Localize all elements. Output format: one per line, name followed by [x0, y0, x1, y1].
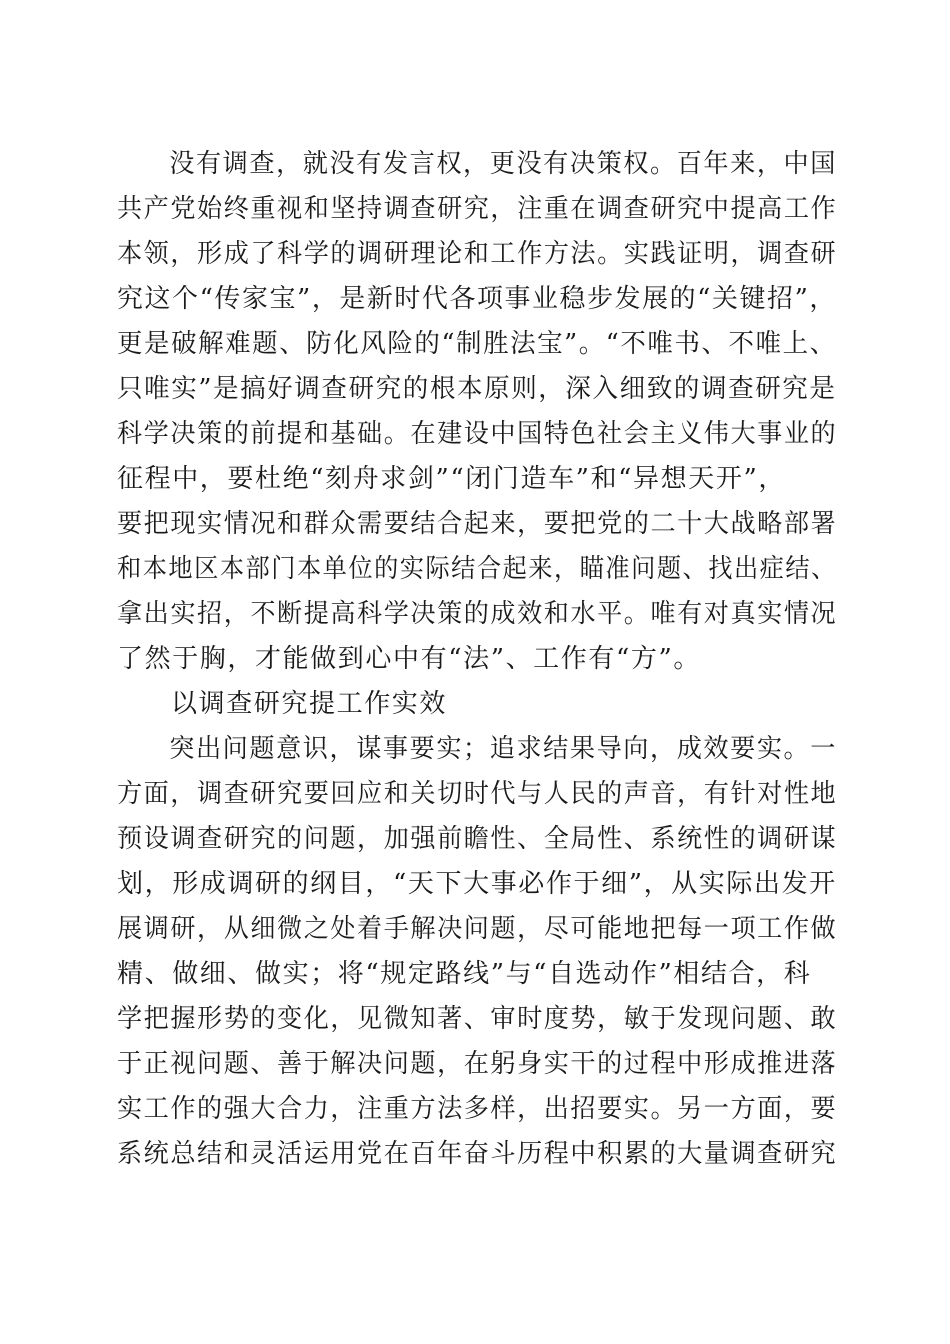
text-line: 精、做细、做实；将“规定路线”与“自选动作”相结合，科 — [117, 959, 812, 989]
text-line: 没有调查，就没有发言权，更没有决策权。百年来，中国 — [169, 149, 837, 179]
text-line: 了然于胸，才能做到心中有“法”、工作有“方”。 — [117, 644, 701, 674]
text-line: 突出问题意识，谋事要实；追求结果导向，成效要实。一 — [169, 734, 837, 764]
section-heading: 以调查研究提工作实效 — [171, 689, 448, 719]
text-line: 只唯实”是搞好调查研究的根本原则，深入细致的调查研究是 — [117, 374, 837, 404]
text-line: 更是破解难题、防化风险的“制胜法宝”。“不唯书、不唯上、 — [117, 329, 837, 359]
text-line: 划，形成调研的纲目，“天下大事必作于细”，从实际出发开 — [117, 869, 837, 899]
text-line: 要把现实情况和群众需要结合起来，要把党的二十大战略部署 — [117, 509, 838, 539]
text-line: 学把握形势的变化，见微知著、审时度势，敏于发现问题、敢 — [117, 1004, 838, 1034]
text-line: 究这个“传家宝”，是新时代各项事业稳步发展的“关键招”， — [117, 284, 837, 314]
text-line: 方面，调查研究要回应和关切时代与人民的声音，有针对性地 — [117, 779, 838, 809]
text-line: 拿出实招，不断提高科学决策的成效和水平。唯有对真实情况 — [117, 599, 838, 629]
text-line: 预设调查研究的问题，加强前瞻性、全局性、系统性的调研谋 — [117, 824, 838, 854]
text-line: 系统总结和灵活运用党在百年奋斗历程中积累的大量调查研究 — [117, 1139, 838, 1169]
text-line: 共产党始终重视和坚持调查研究，注重在调查研究中提高工作 — [117, 194, 838, 224]
text-line: 实工作的强大合力，注重方法多样，出招要实。另一方面，要 — [117, 1094, 838, 1124]
text-line: 展调研，从细微之处着手解决问题，尽可能地把每一项工作做 — [117, 914, 838, 944]
text-line: 科学决策的前提和基础。在建设中国特色社会主义伟大事业的 — [117, 419, 838, 449]
body-text — [117, 142, 837, 1177]
text-line: 于正视问题、善于解决问题，在躬身实干的过程中形成推进落 — [117, 1049, 838, 1079]
text-line: 征程中，要杜绝“刻舟求剑”“闭门造车”和“异想天开”， — [117, 464, 786, 494]
text-line: 和本地区本部门本单位的实际结合起来，瞄准问题、找出症结、 — [117, 554, 837, 584]
text-line: 本领，形成了科学的调研理论和工作方法。实践证明，调查研 — [117, 239, 838, 269]
